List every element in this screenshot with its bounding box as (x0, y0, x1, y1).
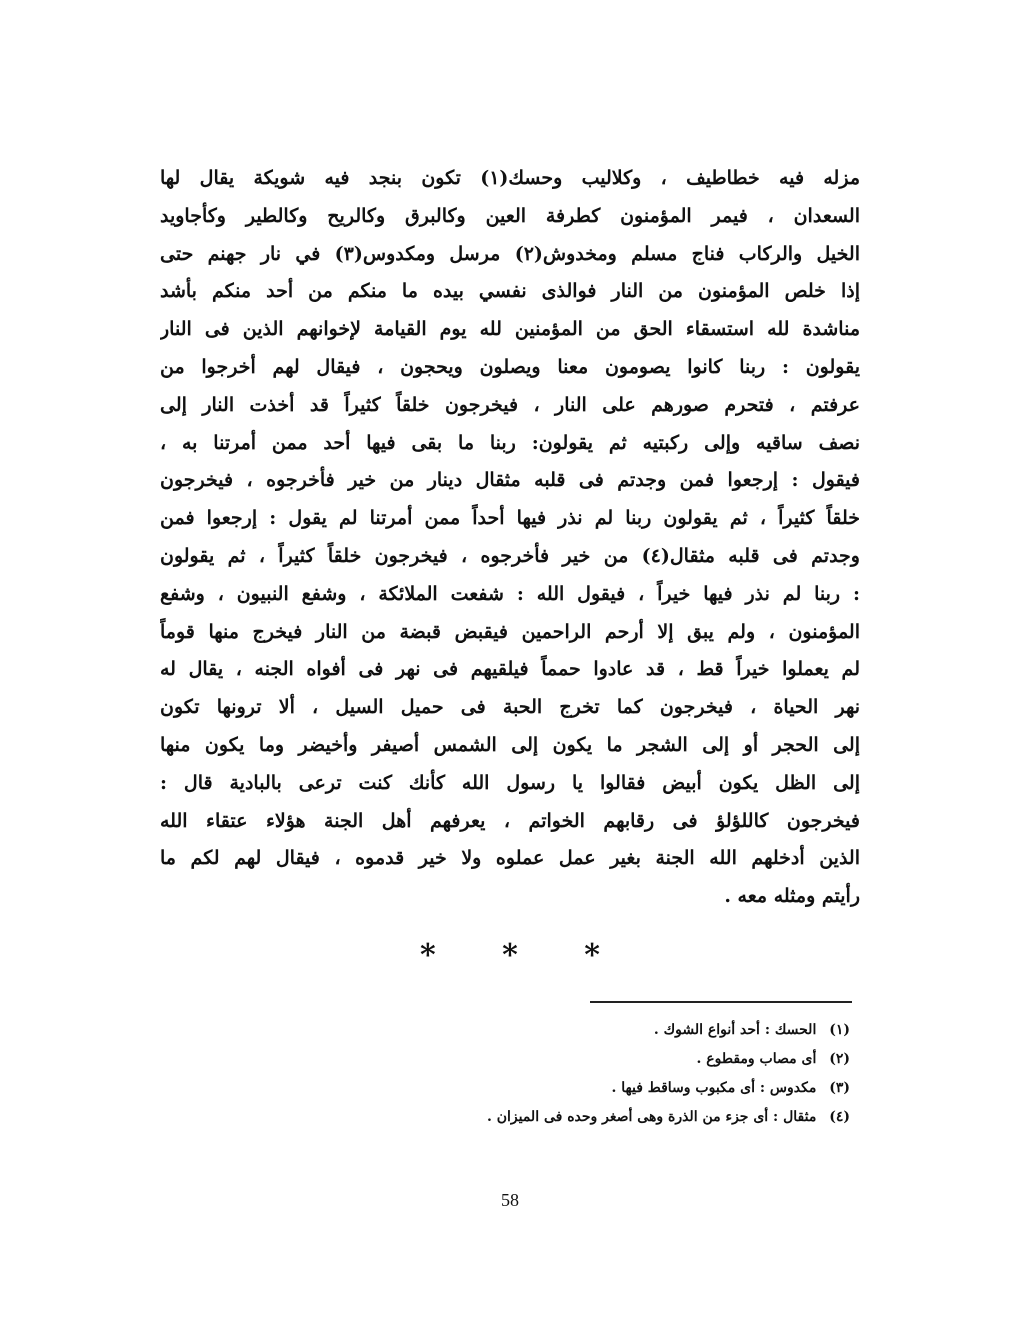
footnote-text: أى مصاب ومقطوع . (696, 1051, 817, 1067)
body-line: : ربنا لم نذر فيها خيراً ، فيقول الله : شفعت الملائكة ، وشفع النبيون ، وشفع (160, 582, 860, 605)
body-line: الذين أدخلهم الله الجنة بغير عمل عملوه ولا خير قدموه ، فيقال لهم لكم ما (160, 847, 860, 870)
footnote (350, 1103, 850, 1132)
footnote (350, 1016, 850, 1045)
body-line: عرفتم ، فتحرم صورهم على النار ، فيخرجون خلقاً كثيراً قد أخذت النار إلى (160, 393, 860, 416)
asterisk-ornament: * (420, 938, 436, 973)
body-line: فيخرجون كاللؤلؤ فى رقابهم الخواتم ، يعرفهم أهل الجنة هؤلاء عتقاء الله (160, 809, 860, 832)
body-line: مناشدة لله استسقاء الحق من المؤمنين لله يوم القيامة لإخوانهم الذين فى النار (160, 318, 860, 341)
body-line: إلى الحجر أو إلى الشجر ما يكون إلى الشمس أصيفر وأخيضر وما يكون منها (160, 733, 860, 756)
footnote-number: (٢) (829, 1051, 850, 1067)
body-text (160, 160, 860, 916)
asterisk-ornament: * (502, 938, 518, 973)
footnote-text: مكدوس : أى مكبوب وساقط فيها . (611, 1080, 817, 1096)
footnotes (350, 1016, 850, 1132)
footnote-number: (٣) (829, 1080, 850, 1096)
body-line: فيقول : إرجعوا فمن وجدتم فى قلبه مثقال دينار من خير فأخرجوه ، فيخرجون (160, 469, 860, 492)
page-number: 58 (501, 1190, 519, 1210)
body-line: لم يعملوا خيراً قط ، قد عادوا حمماً فيلقيهم فى نهر فى أفواه الجنه ، يقال له (160, 658, 860, 681)
body-line: إذا خلص المؤمنون من النار فوالذى نفسي بيده ما منكم من أحد منكم بأشد (160, 280, 860, 303)
footnote (350, 1074, 850, 1103)
section-separator (420, 938, 600, 973)
footnote-number: (٤) (829, 1109, 850, 1125)
body-line: وجدتم فى قلبه مثقال(٤) من خير فأخرجوه ، فيخرجون خلقاً كثيراً ، ثم يقولون (160, 544, 860, 567)
body-line: يقولون : ربنا كانوا يصومون معنا ويصلون ويحجون ، فيقال لهم أخرجوا من (160, 355, 860, 378)
body-line: المؤمنون ، ولم يبق إلا أرحم الراحمين فيقبض قبضة من النار فيخرج منها قوماً (160, 620, 860, 643)
body-line: إلى الظل يكون أبيض فقالوا يا رسول الله كأنك كنت ترعى بالبادية قال : (160, 771, 860, 794)
footnote-rule (590, 1001, 852, 1003)
footnote-text: الحسك : أحد أنواع الشوك . (653, 1022, 817, 1038)
footnote-number: (١) (829, 1022, 850, 1038)
body-line: مزله فيه خطاطيف ، وكلاليب وحسك(١) تكون بنجد فيه شويكة يقال لها (160, 167, 860, 189)
body-line: نهر الحياة ، فيخرجون كما تخرج الحبة فى حميل السيل ، ألا ترونها تكون (160, 696, 860, 719)
body-line: الخيل والركاب فناج مسلم ومخدوش(٢) مرسل ومكدوس(٣) في نار جهنم حتى (160, 242, 860, 265)
body-line: رأيتم ومثله معه . (724, 885, 860, 908)
footnote-text: مثقال : أى جزء من الذرة وهى أصغر وحده فى الميزان . (486, 1109, 817, 1125)
body-line: السعدان ، فيمر المؤمنون كطرفة العين وكالبرق وكالريح وكالطير وكأجاويد (160, 204, 860, 227)
footnote (350, 1045, 850, 1074)
asterisk-ornament: * (584, 938, 600, 973)
body-line: خلقاً كثيراً ، ثم يقولون ربنا لم نذر فيها أحداً ممن أمرتنا لم يقول : إرجعوا فمن (160, 507, 860, 530)
body-line: نصف ساقيه وإلى ركبتيه ثم يقولون: ربنا ما بقى فيها أحد ممن أمرتنا به ، (160, 431, 860, 454)
